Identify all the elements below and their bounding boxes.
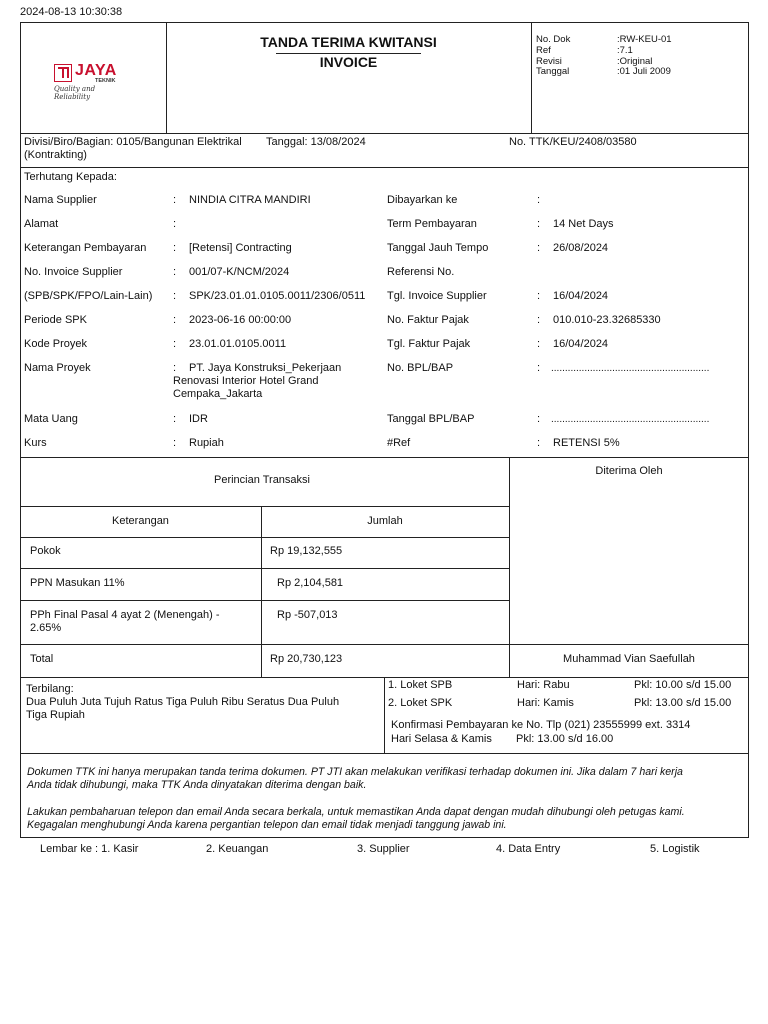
- field-value: 16/04/2024: [553, 290, 609, 302]
- field-sep: :: [537, 413, 541, 425]
- field-sep: :: [537, 338, 541, 350]
- field-label: Kode Proyek: [24, 338, 87, 350]
- note-p2-line1: Lakukan pembaharuan telepon dan email Anda secara berkala, untuk memastikan Anda dapat dengan mudah dihubungi oleh petugas kami.: [27, 806, 685, 818]
- lembar-item: 5. Logistik: [650, 843, 700, 855]
- field-label: Mata Uang: [24, 413, 78, 425]
- field-label: Alamat: [24, 218, 59, 230]
- field-sep: :: [173, 266, 177, 278]
- col-line: [261, 506, 262, 678]
- field-label: (SPB/SPK/FPO/Lain-Lain): [24, 290, 153, 302]
- note-p1-line2: Anda tidak dihubungi, maka TTK Anda dinyatakan diterima dengan baik.: [27, 779, 367, 791]
- row-amount: Rp 19,132,555: [270, 545, 343, 557]
- field-sep: :: [173, 338, 177, 350]
- field-value: 010.010-23.32685330: [553, 314, 661, 326]
- field-label: Nama Proyek: [24, 362, 91, 374]
- col-jumlah-header: Jumlah: [367, 515, 403, 527]
- company-logo: [54, 62, 130, 101]
- loket-time: Pkl: 10.00 s/d 15.00: [634, 679, 732, 691]
- row-line: [20, 568, 509, 569]
- note-p2-line2: Kegagalan menghubungi Anda karena pergantian telepon dan email tidak menjadi tanggung jawab ini.: [27, 819, 507, 831]
- field-sep: :: [173, 290, 177, 302]
- total-label: Total: [30, 653, 54, 665]
- terbilang-label: Terbilang:: [26, 683, 74, 695]
- row-amount: Rp 2,104,581: [277, 577, 344, 589]
- meta-value: :01 Juli 2009: [617, 66, 671, 77]
- field-sep: :: [537, 362, 541, 374]
- row-amount: Rp -507,013: [277, 609, 338, 621]
- field-label: Term Pembayaran: [387, 218, 477, 230]
- row-label: PPh Final Pasal 4 ayat 2 (Menengah) -: [30, 609, 220, 621]
- field-sep: :: [173, 242, 177, 254]
- field-value-line3: Cempaka_Jakarta: [173, 388, 263, 400]
- field-sep: :: [537, 218, 541, 230]
- header-divider-right: [531, 22, 532, 134]
- field-value: 14 Net Days: [553, 218, 614, 230]
- lembar-item: 4. Data Entry: [496, 843, 561, 855]
- terhutang-heading: Terhutang Kepada:: [24, 171, 117, 183]
- field-value: 16/04/2024: [553, 338, 609, 350]
- meta-value: :Original: [617, 56, 653, 67]
- lembar-label: Lembar ke : 1. Kasir: [40, 843, 139, 855]
- terbilang-line1: Dua Puluh Juta Tujuh Ratus Tiga Puluh Ribu Seratus Dua Puluh: [26, 696, 340, 708]
- field-sep: :: [173, 413, 177, 425]
- field-value: PT. Jaya Konstruksi_Pekerjaan: [189, 362, 342, 374]
- meta-value: :7.1: [617, 45, 633, 56]
- field-label: Tanggal BPL/BAP: [387, 413, 475, 425]
- field-label: No. Faktur Pajak: [387, 314, 469, 326]
- loket-time: Pkl: 13.00 s/d 15.00: [634, 697, 732, 709]
- row-label-line2: 2.65%: [30, 622, 62, 634]
- logo-tagline: Quality and Reliability: [54, 85, 96, 101]
- field-value: 26/08/2024: [553, 242, 609, 254]
- document-title: TANDA TERIMA KWITANSI: [260, 34, 437, 50]
- field-sep: :: [537, 194, 541, 206]
- logo-name: JAYA: [75, 62, 117, 79]
- field-label: Nama Supplier: [24, 194, 97, 206]
- loket-day: Hari: Kamis: [517, 697, 574, 709]
- konfirmasi-line1: Konfirmasi Pembayaran ke No. Tlp (021) 23555999 ext. 3314: [391, 719, 691, 731]
- field-label: Tgl. Invoice Supplier: [387, 290, 487, 302]
- field-value: 001/07-K/NCM/2024: [189, 266, 290, 278]
- col-keterangan-header: Keterangan: [112, 515, 169, 527]
- field-label: No. BPL/BAP: [387, 362, 454, 374]
- print-timestamp: 2024-08-13 10:30:38: [20, 6, 123, 18]
- meta-label: Ref: [536, 45, 551, 56]
- field-label: No. Invoice Supplier: [24, 266, 123, 278]
- received-by-label: Diterima Oleh: [595, 465, 663, 477]
- field-sep: :: [173, 194, 177, 206]
- field-value: .........................................................: [551, 363, 710, 374]
- field-sep: :: [173, 437, 177, 449]
- row-label: PPN Masukan 11%: [30, 577, 125, 589]
- tanggal-text: Tanggal: 13/08/2024: [266, 136, 366, 148]
- terbilang-divider: [384, 677, 385, 754]
- divisi-continuation: (Kontrakting): [24, 149, 87, 161]
- loket-name: 1. Loket SPB: [388, 679, 453, 691]
- field-sep: :: [537, 314, 541, 326]
- divisi-text: Divisi/Biro/Bagian: 0105/Bangunan Elektrikal: [24, 136, 242, 148]
- terbilang-line2: Tiga Rupiah: [26, 709, 85, 721]
- field-sep: :: [173, 362, 177, 374]
- field-label: Periode SPK: [24, 314, 87, 326]
- row-line: [20, 644, 749, 645]
- jaya-logo-icon: [54, 64, 72, 82]
- lembar-item: 2. Keuangan: [206, 843, 269, 855]
- received-by-name: Muhammad Vian Saefullah: [563, 653, 695, 665]
- row-line: [20, 537, 509, 538]
- field-value: .........................................................: [551, 414, 710, 425]
- meta-value: :RW-KEU-01: [617, 34, 672, 45]
- lembar-item: 3. Supplier: [357, 843, 410, 855]
- meta-label: No. Dok: [536, 34, 571, 45]
- field-value: RETENSI 5%: [553, 437, 620, 449]
- loket-name: 2. Loket SPK: [388, 697, 453, 709]
- field-value: IDR: [189, 413, 208, 425]
- field-sep: :: [537, 290, 541, 302]
- meta-label: Tanggal: [536, 66, 570, 77]
- konfirmasi-day: Hari Selasa & Kamis: [391, 733, 492, 745]
- transaction-heading: Perincian Transaksi: [214, 474, 310, 486]
- field-value: 23.01.01.0105.0011: [189, 338, 287, 350]
- note-p1-line1: Dokumen TTK ini hanya merupakan tanda terima dokumen. PT JTI akan melakukan verifikasi terhadap dokumen ini. Jika dalam 7 hari kerja: [27, 766, 683, 778]
- field-sep: :: [537, 437, 541, 449]
- row-line: [20, 600, 509, 601]
- ttk-number: No. TTK/KEU/2408/03580: [509, 136, 637, 148]
- konfirmasi-time: Pkl: 13.00 s/d 16.00: [516, 733, 614, 745]
- total-amount: Rp 20,730,123: [270, 653, 343, 665]
- field-label: Tanggal Jauh Tempo: [387, 242, 489, 254]
- document-subtitle: INVOICE: [319, 54, 378, 70]
- field-value: [Retensi] Contracting: [189, 242, 292, 254]
- field-label: Keterangan Pembayaran: [24, 242, 147, 254]
- field-sep: :: [173, 218, 177, 230]
- field-label: #Ref: [387, 437, 411, 449]
- field-label: Referensi No.: [387, 266, 455, 278]
- field-label: Dibayarkan ke: [387, 194, 458, 206]
- field-value: 2023-06-16 00:00:00: [189, 314, 292, 326]
- field-label: Kurs: [24, 437, 47, 449]
- row-line: [20, 506, 509, 507]
- field-value-line2: Renovasi Interior Hotel Grand: [173, 375, 319, 387]
- meta-label: Revisi: [536, 56, 562, 67]
- field-sep: :: [173, 314, 177, 326]
- field-value: Rupiah: [189, 437, 224, 449]
- field-value: NINDIA CITRA MANDIRI: [189, 194, 311, 206]
- row-label: Pokok: [30, 545, 61, 557]
- field-value: SPK/23.01.01.0105.0011/2306/0511: [189, 290, 366, 302]
- logo-sub: TEKNIK: [95, 78, 116, 84]
- loket-day: Hari: Rabu: [517, 679, 570, 691]
- field-label: Tgl. Faktur Pajak: [387, 338, 471, 350]
- field-sep: :: [537, 242, 541, 254]
